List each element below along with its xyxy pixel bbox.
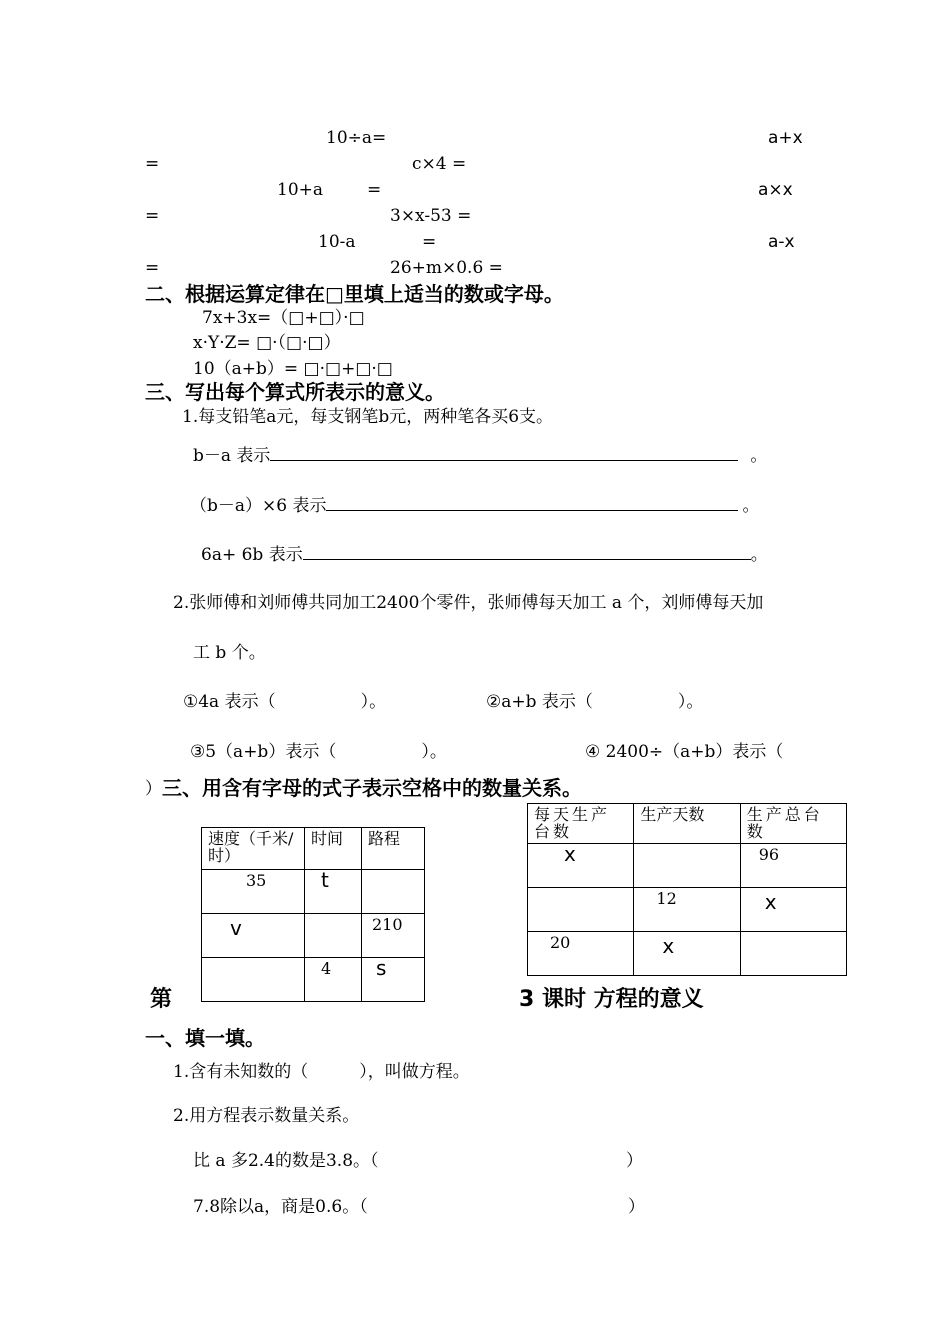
expr-13: = xyxy=(145,258,160,278)
table-header: 速度（千米/时） xyxy=(202,828,305,870)
question-1: 1.每支铅笔a元，每支钢笔b元，两种笔各买6支。 xyxy=(182,407,554,427)
expr-8: = xyxy=(145,206,160,226)
fill-item-1: 比 a 多2.4的数是3.8。（ xyxy=(193,1151,379,1171)
fill-item-2: 7.8除以a，商是0.6。（ xyxy=(193,1197,368,1217)
answer-row-3 xyxy=(201,543,768,565)
expr-14: 26+m×0.6 = xyxy=(390,258,503,278)
table-cell: 96 xyxy=(740,844,846,888)
expr-12: a-x xyxy=(768,232,795,252)
table-cell xyxy=(305,914,362,958)
expr-10: 10-a xyxy=(318,232,356,252)
section4-title: 三、用含有字母的式子表示空格中的数量关系。 xyxy=(162,776,582,800)
expr-9: 3×x-53 = xyxy=(390,206,472,226)
table-cell xyxy=(740,932,846,976)
table-cell: x xyxy=(528,844,634,888)
table-cell: x xyxy=(634,932,740,976)
table-header: 时间 xyxy=(305,828,362,870)
answer-blank[interactable] xyxy=(303,543,751,560)
table-cell: x xyxy=(740,888,846,932)
table-cell: 12 xyxy=(634,888,740,932)
table-cell xyxy=(634,844,740,888)
table-cell: v xyxy=(202,914,305,958)
expr-5: 10+a xyxy=(277,180,324,200)
section2-line: x·Y·Z= □·（□·□） xyxy=(193,333,341,353)
table-cell: 4 xyxy=(305,958,362,1002)
table-cell: 20 xyxy=(528,932,634,976)
fill-item-2-close: ） xyxy=(628,1197,645,1217)
answer-row-1 xyxy=(193,444,767,466)
fill-question-1: 1.含有未知数的（ ），叫做方程。 xyxy=(173,1062,470,1082)
fill-question-2: 2.用方程表示数量关系。 xyxy=(173,1106,360,1126)
answer-label: 6a+ 6b 表示 xyxy=(201,545,303,565)
answer-blank[interactable] xyxy=(270,444,738,461)
answer-row-2 xyxy=(190,494,759,516)
period: 。 xyxy=(742,496,760,516)
table-header: 生产天数 xyxy=(634,804,740,844)
table-cell: t xyxy=(305,870,362,914)
table-cell xyxy=(528,888,634,932)
section2-title: 二、根据运算定律在□里填上适当的数或字母。 xyxy=(145,282,564,306)
choice-4-close: ） xyxy=(145,779,162,799)
answer-blank[interactable] xyxy=(326,494,738,511)
question-2-cont: 工 b 个。 xyxy=(193,643,266,663)
expr-3: = xyxy=(145,154,160,174)
table-cell: 210 xyxy=(362,914,425,958)
choice-4: ④ 2400÷（a+b）表示（ xyxy=(585,742,784,762)
expr-7: a×x xyxy=(758,180,793,200)
question-2: 2.张师傅和刘师傅共同加工2400个零件，张师傅每天加工 a 个，刘师傅每天加 xyxy=(173,593,764,613)
table-header: 生产总台数 xyxy=(740,804,846,844)
expr-1: 10÷a= xyxy=(326,128,387,148)
period: 。 xyxy=(750,545,768,565)
table-cell: s xyxy=(362,958,425,1002)
table-cell xyxy=(202,958,305,1002)
section2-line: 10（a+b）= □·□+□·□ xyxy=(193,359,393,379)
expr-2: a+x xyxy=(768,128,803,148)
choice-1: ①4a 表示（ ）。 xyxy=(183,692,387,712)
expr-4: c×4 = xyxy=(412,154,467,174)
table-header: 路程 xyxy=(362,828,425,870)
section2-line: 7x+3x=（□+□）·□ xyxy=(202,308,365,328)
choice-3: ③5（a+b）表示（ ）。 xyxy=(190,742,447,762)
production-table xyxy=(527,803,847,976)
speed-table xyxy=(201,827,425,1002)
answer-label: b－a 表示 xyxy=(193,446,271,466)
table-header: 每天生产台数 xyxy=(528,804,634,844)
choice-2: ②a+b 表示（ ）。 xyxy=(486,692,704,712)
expr-6: = xyxy=(367,180,382,200)
table-cell xyxy=(362,870,425,914)
fill-item-1-close: ） xyxy=(626,1151,643,1171)
period: 。 xyxy=(750,446,768,466)
fill-title: 一、填一填。 xyxy=(145,1026,265,1050)
lesson-prefix: 第 xyxy=(150,987,173,1012)
answer-label: （b－a）×6 表示 xyxy=(190,496,327,516)
table-cell: 35 xyxy=(202,870,305,914)
expr-11: = xyxy=(422,232,437,252)
lesson-title: 3 课时 方程的意义 xyxy=(519,987,704,1012)
section3-title: 三、写出每个算式所表示的意义。 xyxy=(145,380,445,404)
